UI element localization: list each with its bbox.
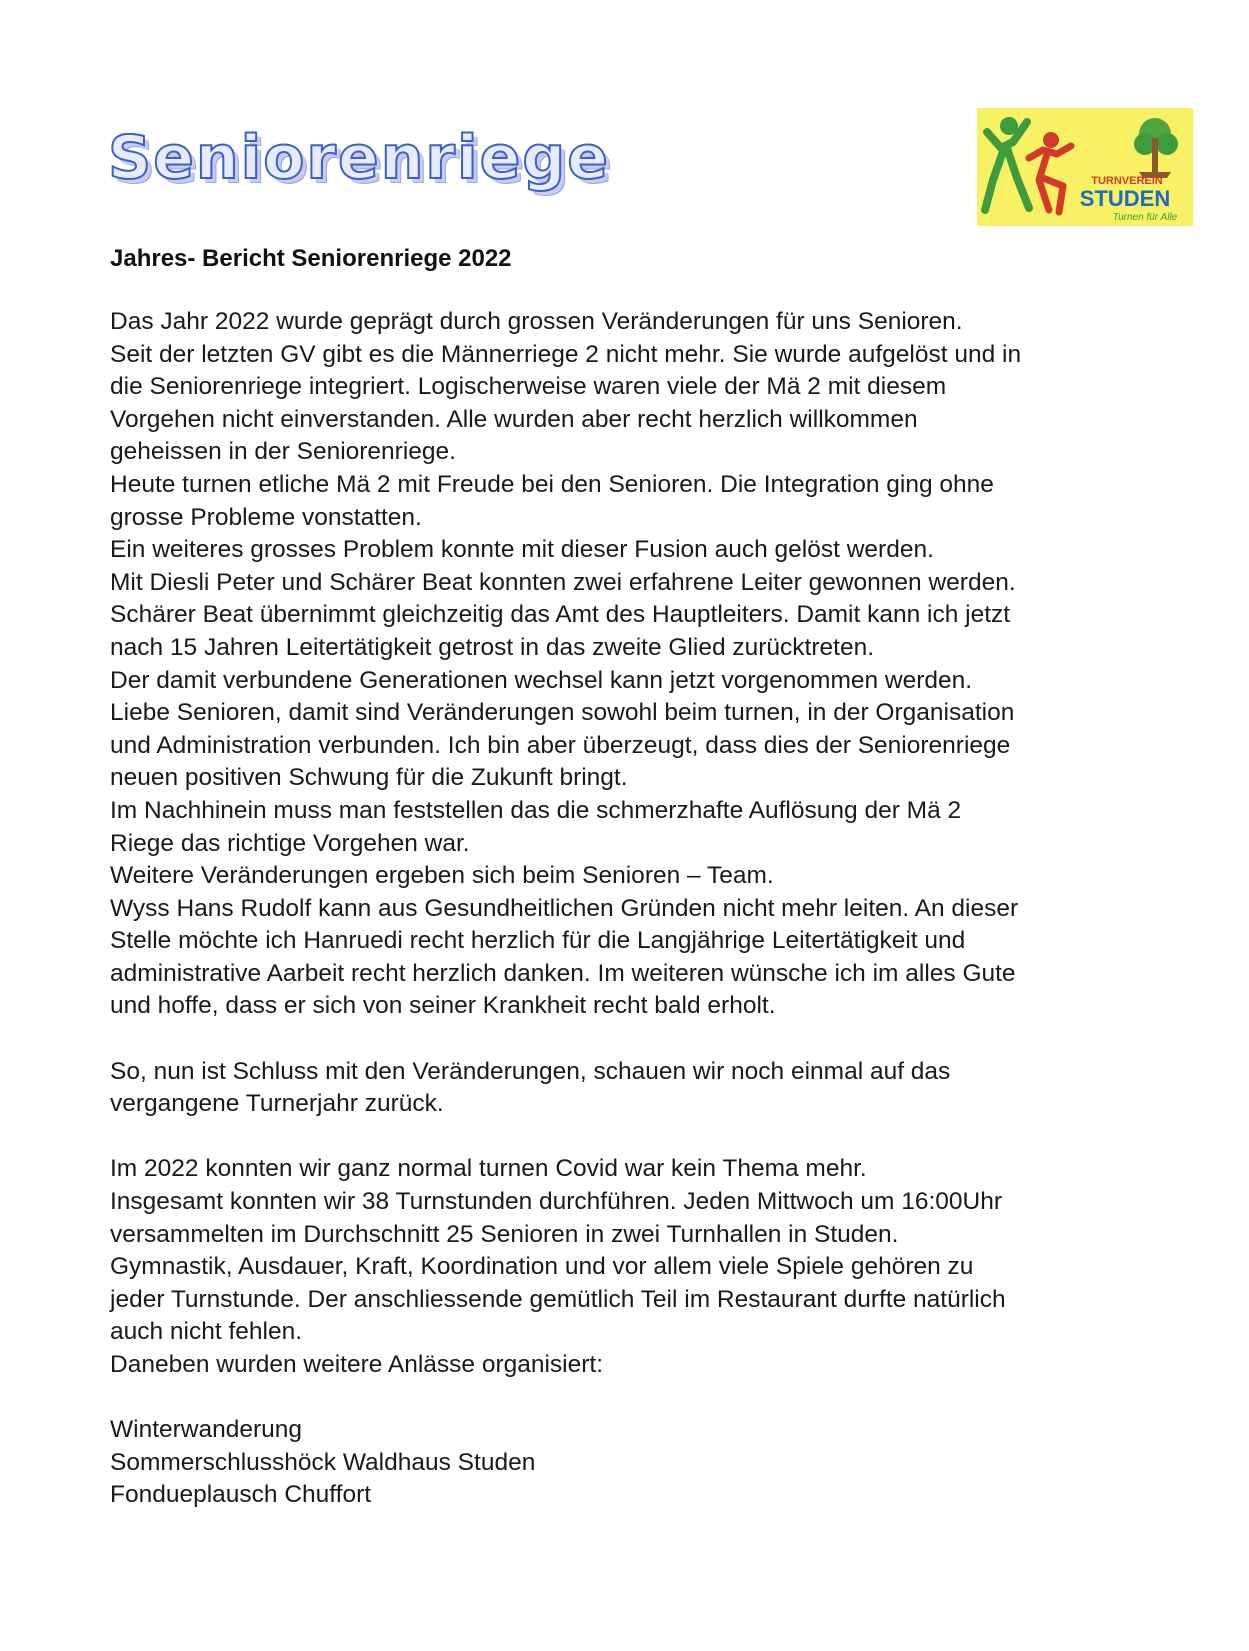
text-line: Weitere Veränderungen ergeben sich beim Senioren – Team. [110, 862, 774, 890]
text-line: Vorgehen nicht einverstanden. Alle wurden aber recht herzlich willkommen [110, 405, 918, 433]
text-line: Riege das richtige Vorgehen war. [110, 829, 470, 857]
text-line: Seit der letzten GV gibt es die Männerriege 2 nicht mehr. Sie wurde aufgelöst und in [110, 340, 1022, 368]
logo-line2: STUDEN [1079, 186, 1171, 211]
text-line: Mit Diesli Peter und Schärer Beat konnten zwei erfahrene Leiter gewonnen werden. [110, 568, 1016, 596]
text-line: Der damit verbundene Generationen wechsel kann jetzt vorgenommen werden. [110, 666, 973, 694]
text-line: Sommerschlusshöck Waldhaus Studen [110, 1448, 536, 1476]
text-line: auch nicht fehlen. [110, 1318, 303, 1346]
logo-line1: TURNVEREIN [1091, 175, 1163, 187]
report-title: Jahres- Bericht Seniorenriege 2022 [110, 245, 512, 272]
text-line: grosse Probleme vonstatten. [110, 503, 422, 531]
page-heading: Seniorenriege [108, 123, 610, 193]
text-line: versammelten im Durchschnitt 25 Senioren in zwei Turnhallen in Studen. [110, 1220, 899, 1248]
logo-tagline: Turnen für Alle [1112, 212, 1178, 223]
text-line: Im 2022 konnten wir ganz normal turnen Covid war kein Thema mehr. [110, 1155, 867, 1183]
text-line: jeder Turnstunde. Der anschliessende gemütlich Teil im Restaurant durfte natürlich [110, 1285, 1006, 1313]
text-line: geheissen in der Seniorenriege. [110, 438, 456, 466]
paragraph-gap [110, 1382, 1230, 1415]
turnverein-studen-logo [977, 108, 1193, 226]
paragraph-gap [110, 1023, 1230, 1056]
report-body [110, 306, 1230, 1512]
text-line: Im Nachhinein muss man feststellen das die schmerzhafte Auflösung der Mä 2 [110, 796, 962, 824]
text-line: Stelle möchte ich Hanruedi recht herzlich für die Langjährige Leitertätigkeit und [110, 927, 966, 955]
text-line: und hoffe, dass er sich von seiner Krankheit recht bald erholt. [110, 992, 776, 1020]
text-line: administrative Aarbeit recht herzlich danken. Im weiteren wünsche ich im alles Gute [110, 959, 1016, 987]
text-line: Daneben wurden weitere Anlässe organisiert: [110, 1351, 604, 1378]
text-line: Schärer Beat übernimmt gleichzeitig das Amt des Hauptleiters. Damit kann ich jetzt [110, 601, 1011, 629]
text-line: die Seniorenriege integriert. Logischerweise waren viele der Mä 2 mit diesem [110, 373, 947, 401]
text-line: vergangene Turnerjahr zurück. [110, 1090, 444, 1118]
text-line: Winterwanderung [110, 1416, 303, 1444]
paragraph [110, 1414, 1230, 1512]
text-line: Das Jahr 2022 wurde geprägt durch grossen Veränderungen für uns Senioren. [110, 308, 963, 335]
text-line: neuen positiven Schwung für die Zukunft bringt. [110, 764, 628, 792]
text-line: Ein weiteres grosses Problem konnte mit dieser Fusion auch gelöst werden. [110, 536, 934, 564]
paragraph [110, 1056, 1230, 1121]
paragraph-gap [110, 1121, 1230, 1154]
text-line: und Administration verbunden. Ich bin aber überzeugt, dass dies der Seniorenriege [110, 731, 1011, 759]
text-line: Heute turnen etliche Mä 2 mit Freude bei den Senioren. Die Integration ging ohne [110, 470, 994, 498]
text-line: Fondueplausch Chuffort [110, 1481, 372, 1509]
text-line: So, nun ist Schluss mit den Veränderungen, schauen wir noch einmal auf das [110, 1057, 951, 1085]
paragraph [110, 306, 1230, 1023]
text-line: Gymnastik, Ausdauer, Kraft, Koordination und vor allem viele Spiele gehören zu [110, 1253, 974, 1281]
text-line: nach 15 Jahren Leitertätigkeit getrost in das zweite Glied zurücktreten. [110, 633, 874, 661]
text-line: Liebe Senioren, damit sind Veränderungen sowohl beim turnen, in der Organisation [110, 699, 1015, 727]
text-line: Insgesamt konnten wir 38 Turnstunden durchführen. Jeden Mittwoch um 16:00Uhr [110, 1188, 1003, 1216]
paragraph [110, 1153, 1230, 1381]
text-line: Wyss Hans Rudolf kann aus Gesundheitlichen Gründen nicht mehr leiten. An dieser [110, 894, 1019, 922]
